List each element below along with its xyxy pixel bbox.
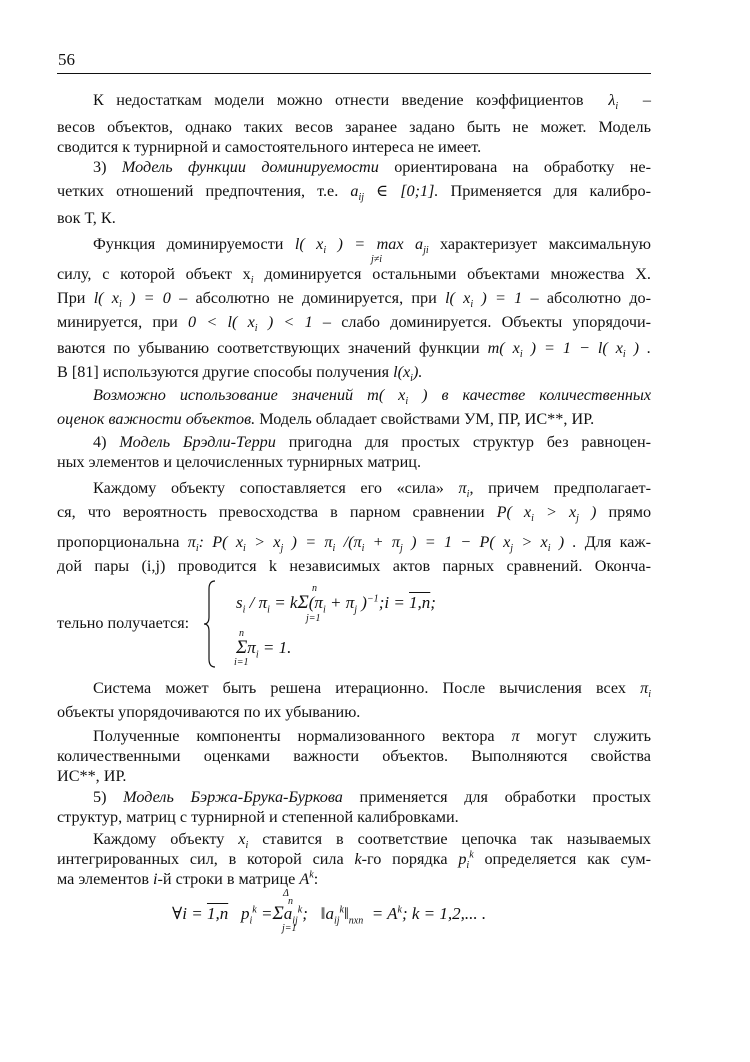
text-line: Возможно использование значений m( $x_i$ ) в качестве количественных bbox=[93, 386, 652, 408]
text-line: ся, что вероятность превосходства в парном сравнении P( $x_i > x_j$ ) прямо bbox=[57, 503, 652, 525]
delta-over-equals: Δ bbox=[283, 888, 289, 899]
text-line: четких отношений предпочтения, т.е. $a_{ij}$ ∈ [0;1]. Применяется для калибро- bbox=[57, 182, 652, 204]
text-line: сводится к турнирной и самостоятельного интереса не имеет. bbox=[57, 138, 482, 156]
text-line: В [81] используются другие способы получения $l(x_i)$. bbox=[57, 363, 423, 385]
sum-lower-limit: j=1 bbox=[282, 923, 297, 934]
text-line: весов объектов, однако таких весов заранее задано быть не может. Модель bbox=[57, 118, 651, 136]
text-line: Функция доминируемости l( $x_i$ ) = $\max a_{ji}$ характеризует максимальную bbox=[93, 235, 652, 257]
text-line: 3) Модель функции доминируемости ориентирована на обработку не- bbox=[93, 158, 651, 176]
text-line: дой пары (i,j) проводится k независимых актов парных сравнений. Оконча- bbox=[57, 557, 651, 575]
sum-upper-limit: n bbox=[288, 896, 293, 907]
system-equation-2: $\Sigma\pi_i = 1$. bbox=[236, 637, 292, 661]
text-line: объекты упорядочиваются по их убыванию. bbox=[57, 703, 361, 721]
sum-lower-limit: i=1 bbox=[234, 657, 249, 668]
text-line: структур, матриц с турнирной и степенной калибровками. bbox=[57, 808, 459, 826]
text-line: Система может быть решена итерационно. После вычисления всех $\pi_i$ bbox=[93, 679, 651, 701]
text-line: К недостаткам модели можно отнести введение коэффициентов $\lambda_i$ – bbox=[93, 91, 652, 113]
text-line: оценок важности объектов. Модель обладает свойствами УМ, ПР, ИС**, ИР. bbox=[57, 410, 595, 428]
text-line: Каждому объекту $x_i$ ставится в соответствие цепочка так называемых bbox=[93, 830, 651, 852]
model-4-heading: Модель Брэдли-Терри bbox=[119, 433, 276, 451]
sum-upper-limit: n bbox=[239, 628, 244, 639]
text-line: 5) Модель Бэржа-Брука-Буркова применяется для обработки простых bbox=[93, 788, 652, 806]
text-line: интегрированных сил, в которой сила k-го порядка $p_i^k$ определяется как сум- bbox=[57, 849, 652, 872]
header-rule bbox=[57, 73, 651, 74]
system-brace bbox=[203, 579, 217, 669]
text-line: При l( $x_i$ ) = 0 – абсолютно не доминируется, при l( $x_i$ ) = 1 – абсолютно до- bbox=[57, 289, 652, 311]
text-line: ваются по убыванию соответствующих значений функции m( $x_i$ ) = 1 − l( $x_i$ ) . bbox=[57, 339, 652, 361]
text-line: ма элементов i-й строки в матрице $A^k$: bbox=[57, 869, 319, 888]
text-line: Полученные компоненты нормализованного вектора π могут служить bbox=[93, 727, 651, 745]
text-line: ИС**, ИР. bbox=[57, 767, 127, 785]
system-equation-1: $s_i / \pi_i = k\Sigma(\pi_i + \pi_j$ )$^{-1}$;i = 1,n; bbox=[236, 592, 436, 616]
sum-lower-limit: j=1 bbox=[306, 613, 321, 624]
text-line: ных элементов и целочисленных турнирных матриц. bbox=[57, 453, 422, 471]
text-line: минируется, при 0 < l( $x_i$ ) < 1 – слабо доминируется. Объекты упорядочи- bbox=[57, 313, 652, 335]
text-line: 4) Модель Брэдли-Терри пригодна для простых структур без равноцен- bbox=[93, 433, 651, 451]
text-line: тельно получается: bbox=[57, 614, 190, 632]
text-line: пропорциональна $\pi_i$: P( $x_i > x_j$ ) = $\pi_i$ $/(\pi_i + \pi_j$ ) = 1 − P( $x_j > x_i$ ) . Для каж- bbox=[57, 533, 652, 555]
model-5-heading: Модель Бэржа-Брука-Буркова bbox=[123, 788, 343, 806]
bbb-equation: ∀i = 1,n $p_i^k =\Sigma a_{ij}^k$; $‖a_{ij}^k‖_{nxn} = A^k$; k = 1,2,... . bbox=[172, 903, 487, 927]
sum-upper-limit: n bbox=[312, 583, 317, 594]
text-line: вок Т, К. bbox=[57, 209, 116, 227]
text-line: силу, с которой объект $x_i$ доминируется остальными объектами множества X. bbox=[57, 265, 651, 287]
page-number: 56 bbox=[58, 50, 75, 69]
text-line: Каждому объекту сопоставляется его «сила» $\pi_i$, причем предполагает- bbox=[93, 479, 651, 501]
model-3-heading: Модель функции доминируемости bbox=[121, 158, 379, 176]
max-subscript: j≠i bbox=[371, 254, 383, 265]
text-line: количественными оценками важности объектов. Выполняются свойства bbox=[57, 747, 651, 765]
